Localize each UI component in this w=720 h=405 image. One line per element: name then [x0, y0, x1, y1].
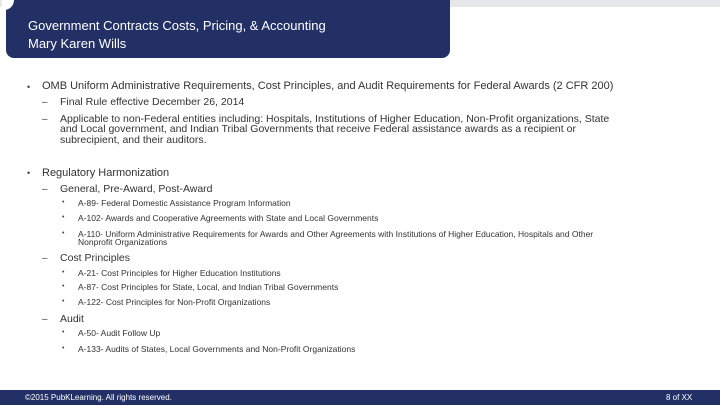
bullet-icon: • [62, 283, 65, 290]
group1-line3: A-110- Uniform Administrative Requirements for Awards and Other Agreements with Institutions of Higher Education, Hospitals and Other [78, 229, 594, 239]
group3-line1: A-50- Audit Follow Up [78, 328, 161, 338]
group1-line2: A-102- Awards and Cooperative Agreements with State and Local Governments [78, 213, 379, 223]
dash-icon: – [42, 184, 48, 195]
dash-icon: – [42, 114, 48, 125]
group2-line3: A-122- Cost Principles for Non-Profit Organizations [78, 297, 271, 307]
item2-text: Regulatory Harmonization [42, 167, 170, 179]
group1-label: General, Pre-Award, Post-Award [60, 183, 213, 195]
bullet-icon: • [62, 345, 65, 352]
dash-icon: – [42, 253, 48, 264]
footer-bar [0, 390, 720, 405]
presenter-name: Mary Karen Wills [28, 36, 127, 51]
presentation-title: Government Contracts Costs, Pricing, & Accounting [28, 18, 326, 33]
bullet-icon: • [62, 230, 65, 237]
item1-sub2-line2: and Local government, and Indian Tribal Governments that receive Federal assistance awards as a recipient or [60, 123, 576, 135]
item1-text: OMB Uniform Administrative Requirements, Cost Principles, and Audit Requirements for Federal Awards (2 CFR 200) [42, 80, 614, 92]
dash-icon: – [42, 314, 48, 325]
bullet-icon: • [27, 82, 31, 92]
item1-sub1: Final Rule effective December 26, 2014 [60, 96, 245, 108]
group2-line1: A-21- Cost Principles for Higher Education Institutions [78, 268, 281, 278]
bullet-icon: • [62, 298, 65, 305]
item1-sub2-line1: Applicable to non-Federal entities including: Hospitals, Institutions of Higher Education, Non-Profit organizations, State [60, 113, 610, 125]
group2-label: Cost Principles [60, 252, 131, 264]
copyright-text: ©2015 PubKLearning. All rights reserved. [25, 393, 172, 402]
page-number: 8 of XX [666, 393, 693, 402]
dash-icon: – [42, 97, 48, 108]
bullet-icon: • [62, 329, 65, 336]
bullet-icon: • [62, 214, 65, 221]
item1-sub2-line3: subrecipient, and their auditors. [60, 134, 207, 146]
group1-line1: A-89- Federal Domestic Assistance Program Information [78, 198, 291, 208]
bullet-icon: • [27, 168, 31, 178]
group3-line2: A-133- Audits of States, Local Governments and Non-Profit Organizations [78, 344, 356, 354]
bullet-icon: • [62, 199, 65, 206]
group1-line4: Nonprofit Organizations [78, 237, 168, 247]
group2-line2: A-87- Cost Principles for State, Local, and Indian Tribal Governments [78, 282, 339, 292]
group3-label: Audit [60, 313, 84, 325]
bullet-icon: • [62, 269, 65, 276]
